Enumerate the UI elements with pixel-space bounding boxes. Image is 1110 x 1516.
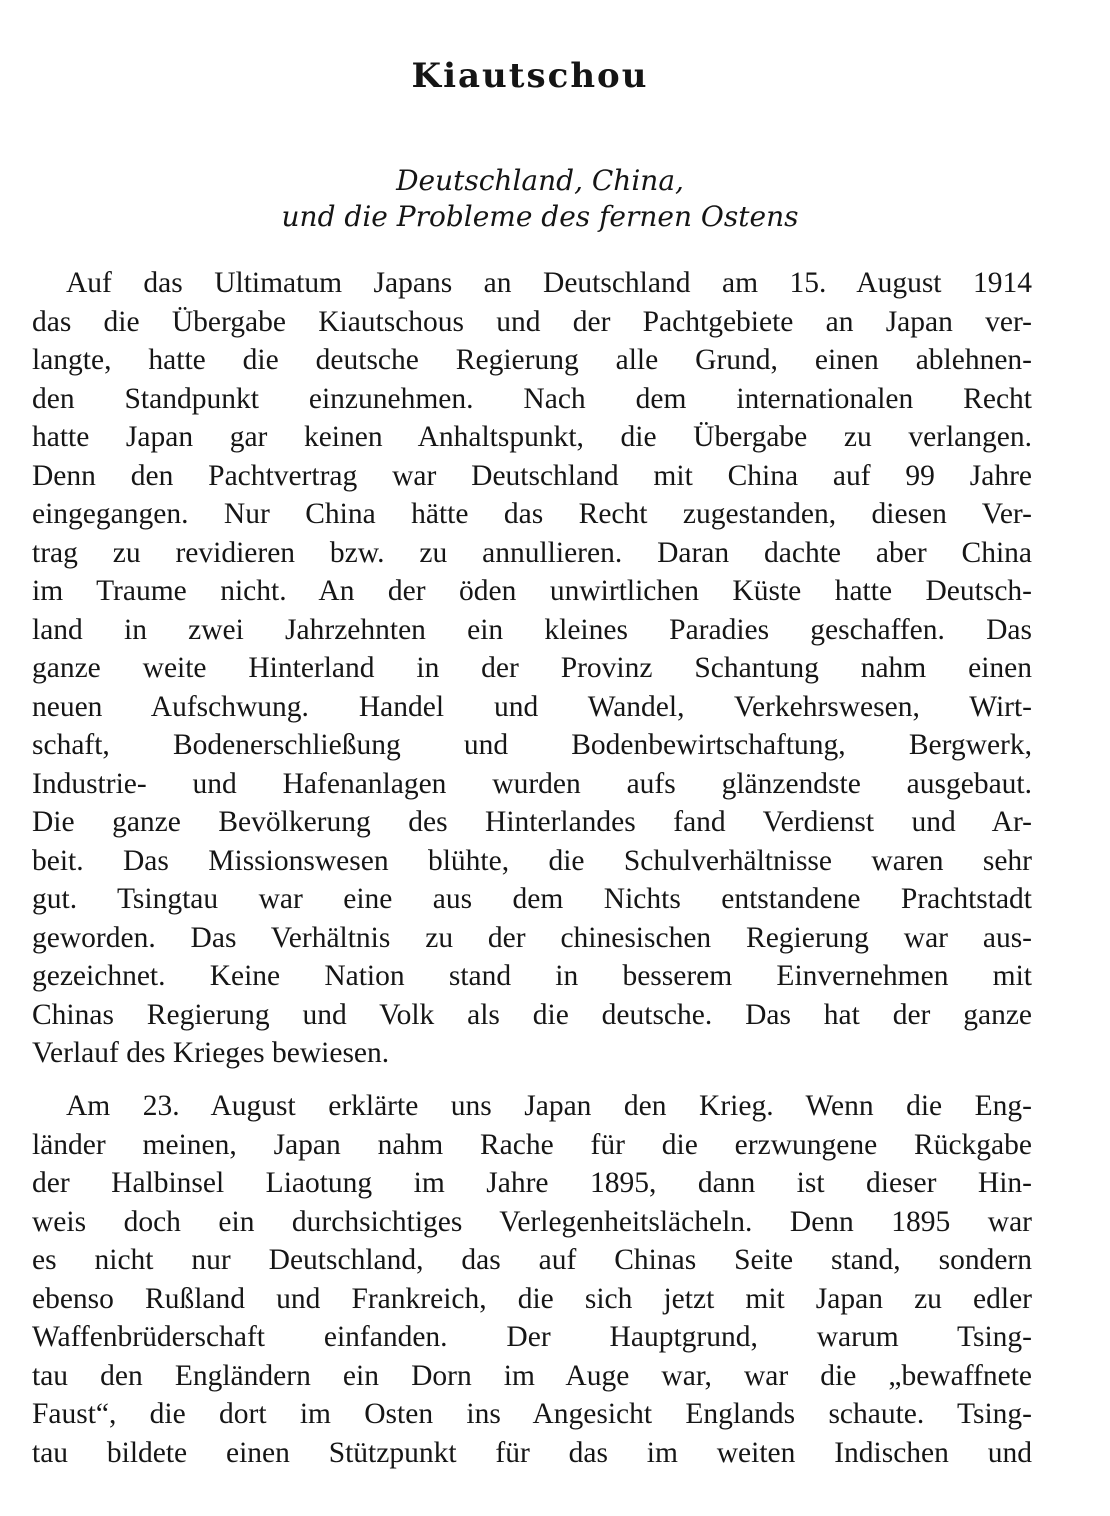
paragraph-line: den Standpunkt einzunehmen. Nach dem internationalen Recht: [32, 382, 1032, 415]
paragraph-line: Faust“, die dort im Osten ins Angesicht Englands schaute. Tsing-: [32, 1398, 1032, 1430]
paragraph-line: ebenso Rußland und Frankreich, die sich jetzt mit Japan zu edler: [32, 1282, 1032, 1315]
paragraph-line: langte, hatte die deutsche Regierung alle Grund, einen ablehnen-: [32, 344, 1032, 376]
paragraph-line: land in zwei Jahrzehnten ein kleines Paradies geschaffen. Das: [32, 613, 1032, 646]
paragraph-line: Chinas Regierung und Volk als die deutsche. Das hat der ganze: [32, 998, 1032, 1031]
chapter-subtitle-line-2: und die Probleme des fernen Ostens: [281, 200, 799, 233]
paragraph-2: [32, 1087, 1032, 1472]
paragraph-line: länder meinen, Japan nahm Rache für die erzwungene Rückgabe: [32, 1128, 1032, 1161]
paragraph-line: im Traume nicht. An der öden unwirtlichen Küste hatte Deutsch-: [32, 575, 1032, 607]
chapter-title: Kiautschou: [411, 56, 649, 96]
paragraph-line: Denn den Pachtvertrag war Deutschland mit China auf 99 Jahre: [32, 459, 1032, 492]
paragraph-1: [32, 264, 1032, 1073]
paragraph-line: eingegangen. Nur China hätte das Recht zugestanden, diesen Ver-: [32, 498, 1032, 530]
paragraph-line: tau bildete einen Stützpunkt für das im weiten Indischen und: [32, 1436, 1032, 1469]
paragraph-line: trag zu revidieren bzw. zu annullieren. Daran dachte aber China: [32, 536, 1032, 569]
paragraph-line: weis doch ein durchsichtiges Verlegenheitslächeln. Denn 1895 war: [32, 1205, 1032, 1238]
paragraph-line: tau den Engländern ein Dorn im Auge war, war die „bewaffnete: [32, 1359, 1032, 1392]
paragraph-line: Industrie- und Hafenanlagen wurden aufs glänzendste ausgebaut.: [32, 767, 1032, 800]
paragraph-line: geworden. Das Verhältnis zu der chinesischen Regierung war aus-: [32, 921, 1032, 954]
paragraph-line: schaft, Bodenerschließung und Bodenbewirtschaftung, Bergwerk,: [32, 729, 1032, 761]
paragraph-line: gut. Tsingtau war eine aus dem Nichts entstandene Prachtstadt: [32, 883, 1032, 915]
chapter-subtitle-line-1: Deutschland, China,: [396, 164, 684, 197]
paragraph-line: Auf das Ultimatum Japans an Deutschland am 15. August 1914: [66, 267, 1032, 299]
paragraph-line: ganze weite Hinterland in der Provinz Schantung nahm einen: [32, 652, 1032, 684]
paragraph-line: Am 23. August erklärte uns Japan den Krieg. Wenn die Eng-: [66, 1090, 1032, 1122]
paragraph-line: hatte Japan gar keinen Anhaltspunkt, die Übergabe zu verlangen.: [32, 421, 1032, 453]
paragraph-line: beit. Das Missionswesen blühte, die Schulverhältnisse waren sehr: [32, 844, 1032, 877]
paragraph-line: der Halbinsel Liaotung im Jahre 1895, dann ist dieser Hin-: [32, 1167, 1032, 1199]
paragraph-line: neuen Aufschwung. Handel und Wandel, Verkehrswesen, Wirt-: [32, 690, 1032, 723]
paragraph-line: Verlauf des Krieges bewiesen.: [32, 1037, 390, 1069]
paragraph-line: gezeichnet. Keine Nation stand in besserem Einvernehmen mit: [32, 960, 1032, 992]
paragraph-line: es nicht nur Deutschland, das auf Chinas Seite stand, sondern: [32, 1244, 1032, 1276]
paragraph-line: Die ganze Bevölkerung des Hinterlandes fand Verdienst und Ar-: [32, 806, 1032, 838]
paragraph-line: Waffenbrüderschaft einfanden. Der Hauptgrund, warum Tsing-: [32, 1321, 1032, 1353]
paragraph-line: das die Übergabe Kiautschous und der Pachtgebiete an Japan ver-: [32, 305, 1032, 338]
